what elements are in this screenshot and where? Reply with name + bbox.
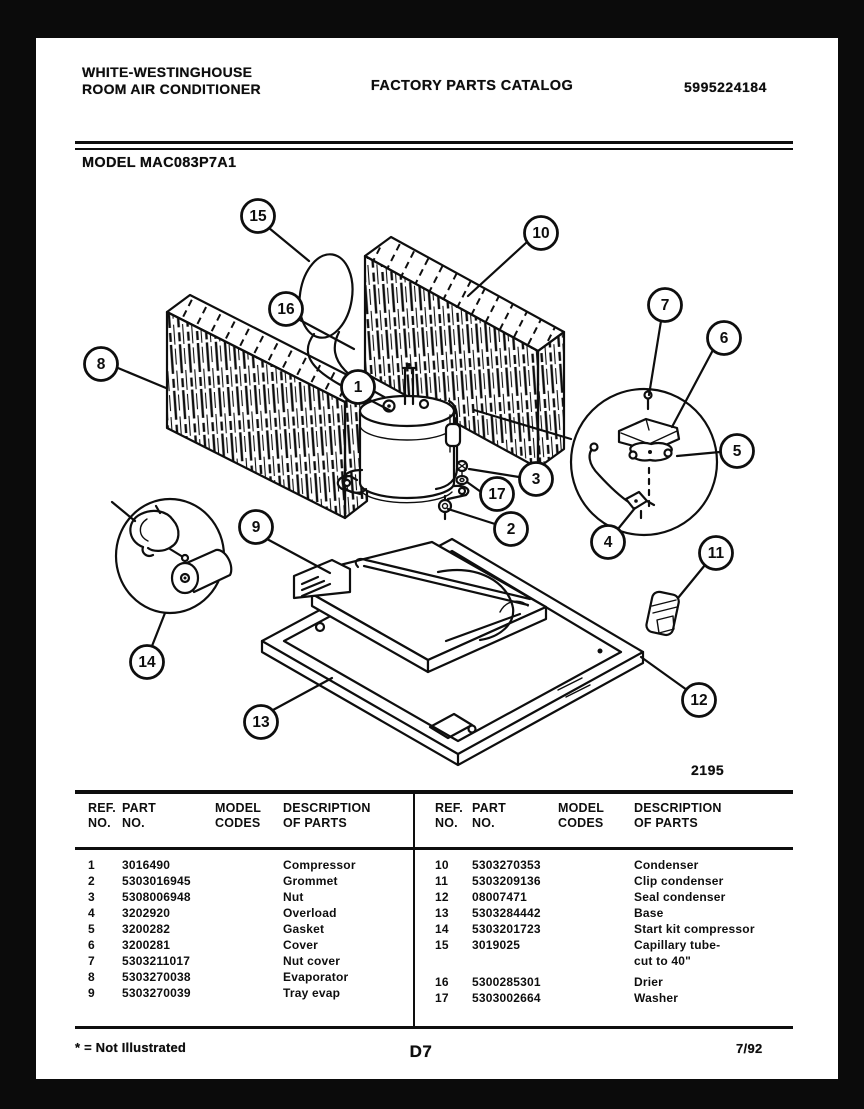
part-cell: 3200281	[122, 938, 171, 952]
desc-cell: cut to 40"	[634, 954, 692, 968]
col-codes: MODEL CODES	[215, 801, 262, 830]
ref-cell: 8	[88, 970, 95, 984]
desc-cell: Capillary tube-	[634, 938, 721, 952]
condenser-clip	[645, 591, 680, 637]
parts-table-right	[415, 794, 793, 1026]
table-row	[75, 922, 413, 938]
table-row	[415, 890, 793, 906]
svg-text:8: 8	[96, 356, 106, 373]
publication-date: 7/92	[736, 1041, 763, 1056]
col-ref: REF. NO.	[88, 801, 116, 830]
page-id: D7	[409, 1042, 433, 1061]
callout-9	[240, 511, 331, 574]
ref-cell: 14	[435, 922, 449, 936]
ref-cell: 4	[88, 906, 95, 920]
table-row	[415, 922, 793, 938]
ref-cell: 12	[435, 890, 449, 904]
desc-cell: Gasket	[283, 922, 325, 936]
part-cell: 5303284442	[472, 906, 541, 920]
callout-2	[448, 509, 528, 546]
col-codes: MODEL CODES	[558, 801, 605, 830]
not-illustrated-note: * = Not Illustrated	[75, 1040, 187, 1055]
table-row	[415, 874, 793, 890]
col-desc: DESCRIPTION OF PARTS	[283, 801, 371, 830]
brand-line2: ROOM AIR CONDITIONER	[82, 81, 261, 97]
part-cell: 08007471	[472, 890, 527, 904]
svg-text:2: 2	[506, 521, 516, 538]
catalog-title: FACTORY PARTS CATALOG	[370, 78, 574, 94]
table-row	[75, 906, 413, 922]
table-row-continuation	[415, 954, 793, 970]
callout-7	[649, 289, 682, 396]
exploded-parts-diagram	[60, 175, 810, 795]
header-divider-rule	[75, 141, 793, 150]
desc-cell: Tray evap	[283, 986, 341, 1000]
callout-11	[678, 537, 733, 599]
callout-10	[468, 217, 558, 297]
ref-cell: 3	[88, 890, 95, 904]
catalog-page	[36, 38, 838, 1079]
callout-16	[270, 293, 355, 350]
col-part: PART NO.	[472, 801, 506, 830]
desc-cell: Washer	[634, 991, 679, 1005]
table-row	[75, 858, 413, 874]
table-row	[415, 938, 793, 954]
table-row	[75, 874, 413, 890]
table-header-left	[75, 794, 413, 850]
svg-text:10: 10	[532, 225, 550, 242]
part-cell: 3016490	[122, 858, 171, 872]
svg-text:1: 1	[353, 379, 363, 396]
table-body-left	[75, 850, 413, 1002]
svg-text:3: 3	[531, 471, 541, 488]
ref-cell: 13	[435, 906, 449, 920]
desc-cell: Start kit compressor	[634, 922, 755, 936]
desc-cell: Seal condenser	[634, 890, 726, 904]
table-row	[415, 858, 793, 874]
svg-text:5: 5	[732, 443, 742, 460]
desc-cell: Overload	[283, 906, 337, 920]
ref-cell: 17	[435, 991, 449, 1005]
table-header-right	[415, 794, 793, 850]
desc-cell: Base	[634, 906, 664, 920]
desc-cell: Drier	[634, 975, 664, 989]
col-ref: REF. NO.	[435, 801, 463, 830]
part-cell: 5303211017	[122, 954, 191, 968]
desc-cell: Condenser	[634, 858, 699, 872]
ref-cell: 1	[88, 858, 95, 872]
table-row	[415, 975, 793, 991]
model-number-line: MODEL MAC083P7A1	[82, 155, 237, 171]
desc-cell: Compressor	[283, 858, 356, 872]
ref-cell: 5	[88, 922, 95, 936]
table-body-right	[415, 850, 793, 1007]
table-row	[75, 986, 413, 1002]
table-row	[75, 938, 413, 954]
ref-cell: 10	[435, 858, 449, 872]
svg-text:14: 14	[138, 654, 156, 671]
part-cell: 3202920	[122, 906, 171, 920]
ref-cell: 2	[88, 874, 95, 888]
callout-8	[85, 348, 167, 389]
part-cell: 5303201723	[472, 922, 541, 936]
desc-cell: Evaporator	[283, 970, 349, 984]
col-desc: DESCRIPTION OF PARTS	[634, 801, 722, 830]
table-row	[75, 890, 413, 906]
table-row	[415, 991, 793, 1007]
callout-13	[245, 678, 333, 739]
callout-12	[641, 657, 716, 717]
part-cell: 3200282	[122, 922, 171, 936]
svg-text:15: 15	[249, 208, 267, 225]
part-cell: 5303002664	[472, 991, 541, 1005]
brand-line1: WHITE-WESTINGHOUSE	[82, 64, 253, 80]
svg-text:9: 9	[251, 519, 261, 536]
part-cell: 5303270039	[122, 986, 191, 1000]
part-cell: 5303209136	[472, 874, 541, 888]
part-cell: 3019025	[472, 938, 521, 952]
ref-cell: 11	[435, 874, 449, 888]
ref-cell: 6	[88, 938, 95, 952]
svg-text:17: 17	[488, 486, 506, 503]
parts-table	[75, 790, 793, 1029]
svg-text:12: 12	[690, 692, 708, 709]
table-row	[415, 906, 793, 922]
ref-cell: 7	[88, 954, 95, 968]
desc-cell: Clip condenser	[634, 874, 724, 888]
overload-detail-circle	[571, 389, 717, 535]
part-cell: 5303270353	[472, 858, 541, 872]
table-row	[75, 970, 413, 986]
desc-cell: Nut	[283, 890, 304, 904]
ref-cell: 15	[435, 938, 449, 952]
svg-text:16: 16	[277, 301, 295, 318]
callout-14	[131, 613, 166, 679]
ref-cell: 16	[435, 975, 449, 989]
parts-table-left	[75, 794, 413, 1026]
part-cell: 5303016945	[122, 874, 191, 888]
svg-text:4: 4	[603, 534, 613, 551]
publication-number: 5995224184	[684, 79, 767, 95]
col-part: PART NO.	[122, 801, 156, 830]
part-cell: 5300285301	[472, 975, 541, 989]
desc-cell: Nut cover	[283, 954, 341, 968]
svg-text:6: 6	[719, 330, 729, 347]
callout-15	[242, 200, 310, 262]
svg-text:13: 13	[252, 714, 270, 731]
svg-text:11: 11	[707, 545, 725, 562]
desc-cell: Cover	[283, 938, 319, 952]
diagram-page-ref: 2195	[691, 762, 725, 778]
callout-17	[467, 478, 514, 511]
svg-text:7: 7	[660, 297, 670, 314]
drier-detail-circle	[112, 499, 231, 613]
ref-cell: 9	[88, 986, 95, 1000]
desc-cell: Grommet	[283, 874, 338, 888]
part-cell: 5303270038	[122, 970, 191, 984]
part-cell: 5308006948	[122, 890, 191, 904]
table-row	[75, 954, 413, 970]
